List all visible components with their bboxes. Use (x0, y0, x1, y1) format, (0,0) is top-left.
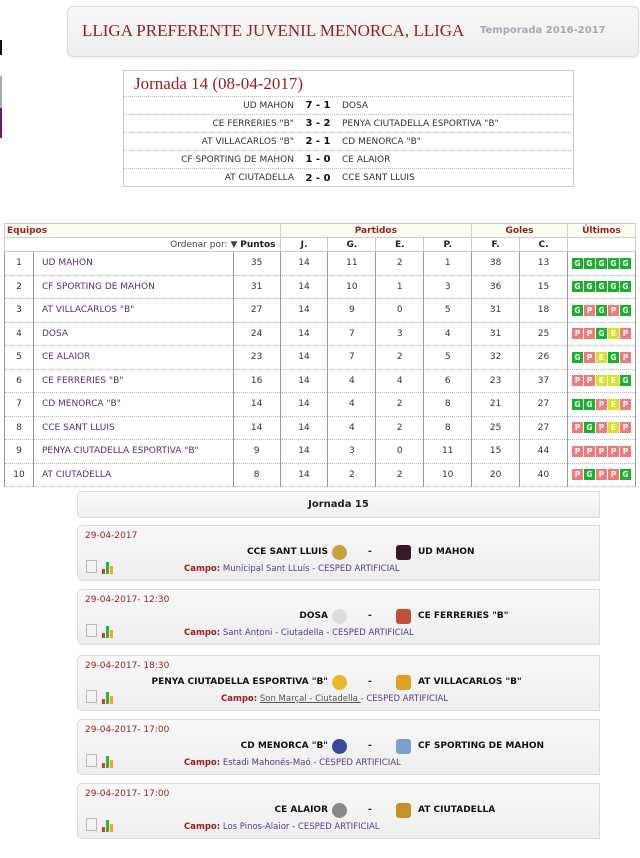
points: 23 (233, 346, 280, 370)
goals-against: 27 (520, 393, 568, 417)
form-result-win: G (572, 305, 583, 316)
won: 10 (328, 275, 376, 299)
form-result-draw: E (608, 422, 619, 433)
match-actions (88, 625, 118, 639)
points: 16 (233, 369, 280, 393)
away-crest-icon (396, 803, 411, 818)
goals-for: 21 (472, 393, 520, 417)
drawn: 0 (376, 440, 424, 464)
lost: 4 (424, 322, 472, 346)
home-crest-icon (332, 739, 347, 754)
away-team[interactable]: CE ALAIOR (342, 154, 391, 165)
recent-form (567, 416, 635, 440)
form-result-draw: E (608, 328, 619, 339)
form-result-win: G (572, 281, 583, 292)
form-result-loss: P (596, 469, 607, 480)
venue-surface: - CESPED ARTIFICIAL (323, 628, 414, 638)
recent-form (567, 252, 635, 276)
vs-separator: - (368, 805, 372, 815)
copy-document-icon[interactable] (88, 756, 97, 767)
home-crest-icon (332, 803, 347, 818)
stats-chart-icon[interactable] (102, 819, 116, 832)
form-result-loss: P (620, 446, 631, 457)
drawn: 4 (376, 369, 424, 393)
played: 14 (280, 252, 328, 276)
away-team[interactable]: UD MAHON (418, 547, 475, 557)
score[interactable]: 7 - 1 (305, 100, 331, 111)
form-result-win: G (584, 258, 595, 269)
col-against[interactable]: C. (520, 238, 568, 252)
match-venue (184, 822, 380, 832)
edge-artifact (0, 40, 2, 55)
goals-against: 15 (520, 275, 568, 299)
form-result-win: G (608, 258, 619, 269)
match-venue (184, 564, 400, 574)
copy-document-icon[interactable] (88, 820, 97, 831)
form-result-win: G (596, 258, 607, 269)
group-teams: Equipos (5, 224, 281, 238)
team-name[interactable]: CE ALAIOR (33, 346, 233, 370)
goals-for: 32 (472, 346, 520, 370)
goals-against: 40 (520, 463, 568, 487)
match-card[interactable] (77, 525, 600, 581)
form-result-draw: E (596, 375, 607, 386)
recent-form (567, 346, 635, 370)
score[interactable]: 3 - 2 (305, 118, 331, 129)
score[interactable]: 1 - 0 (305, 154, 331, 165)
goals-for: 15 (472, 440, 520, 464)
form-result-draw: E (608, 375, 619, 386)
team-name[interactable]: CF SPORTING DE MAHON (33, 275, 233, 299)
form-result-loss: P (584, 375, 595, 386)
result-row[interactable] (124, 169, 573, 187)
home-team[interactable]: AT CIUTADELLA (224, 173, 294, 183)
form-result-loss: P (572, 446, 583, 457)
copy-document-icon[interactable] (88, 562, 97, 573)
won: 2 (328, 463, 376, 487)
recent-form (567, 369, 635, 393)
venue-name: Estadi Mahonés-Maó (222, 758, 311, 768)
won: 4 (328, 369, 376, 393)
won: 7 (328, 346, 376, 370)
recent-form (567, 299, 635, 323)
form-result-win: G (620, 281, 631, 292)
venue-surface: - CESPED ARTIFICIAL (360, 694, 448, 704)
form-result-win: G (572, 399, 583, 410)
vs-separator: - (368, 677, 372, 687)
col-for[interactable]: F. (472, 238, 520, 252)
last-round-results (123, 70, 574, 187)
played: 14 (280, 463, 328, 487)
round-title: Jornada 14 (08-04-2017) (124, 71, 573, 97)
lost: 10 (424, 463, 472, 487)
home-crest-icon (332, 675, 347, 690)
goals-against: 25 (520, 322, 568, 346)
lost: 11 (424, 440, 472, 464)
venue-name: Los Pinos-Alaior (222, 822, 290, 832)
venue-label: Campo: (184, 822, 221, 832)
match-actions (88, 755, 118, 769)
played: 14 (280, 346, 328, 370)
away-team[interactable]: PENYA CIUTADELLA ESPORTIVA "B" (342, 118, 499, 129)
match-actions (88, 819, 118, 833)
home-team[interactable]: CF SPORTING DE MAHON (181, 154, 294, 165)
result-row[interactable] (124, 151, 573, 169)
position: 7 (5, 393, 34, 417)
vs-separator: - (368, 611, 372, 621)
away-team[interactable]: CCE SANT LLUIS (342, 173, 415, 183)
won: 11 (328, 252, 376, 276)
stats-chart-icon[interactable] (102, 691, 116, 704)
home-team[interactable]: CD MENORCA "B" (240, 741, 328, 751)
lost: 8 (424, 416, 472, 440)
score[interactable]: 2 - 1 (305, 136, 331, 147)
form-result-loss: P (584, 352, 595, 363)
played: 14 (280, 299, 328, 323)
venue-name: Municipal Sant LLuís (222, 564, 310, 574)
points: 24 (233, 322, 280, 346)
match-date: 29-04-2017- 17:00 (85, 725, 170, 735)
table-row (5, 369, 636, 393)
standings-table (4, 223, 636, 487)
col-last (567, 238, 635, 252)
match-date: 29-04-2017- 18:30 (85, 661, 170, 671)
venue-label: Campo: (184, 758, 221, 768)
won: 3 (328, 440, 376, 464)
goals-against: 37 (520, 369, 568, 393)
goals-for: 31 (472, 299, 520, 323)
venue-label: Campo: (184, 628, 221, 638)
match-date: 29-04-2017- 12:30 (85, 595, 170, 605)
group-matches: Partidos (280, 224, 472, 238)
copy-document-icon[interactable] (88, 692, 97, 703)
team-name[interactable]: CE FERRERIES "B" (33, 369, 233, 393)
vs-separator: - (368, 741, 372, 751)
form-result-win: G (572, 258, 583, 269)
venue-name[interactable]: Son Marçal - Ciutadella (259, 694, 361, 704)
match-card[interactable] (77, 655, 600, 711)
sort-field[interactable]: Puntos (240, 239, 276, 250)
position: 3 (5, 299, 34, 323)
form-result-loss: P (572, 328, 583, 339)
match-card[interactable] (77, 783, 600, 839)
home-team[interactable]: CE FERRERIES "B" (212, 118, 294, 129)
match-teams (78, 609, 601, 625)
points: 8 (233, 463, 280, 487)
form-result-win: G (584, 281, 595, 292)
match-venue (184, 758, 401, 768)
points: 27 (233, 299, 280, 323)
team-name[interactable]: PENYA CIUTADELLA ESPORTIVA "B" (33, 440, 233, 464)
points: 9 (233, 440, 280, 464)
won: 9 (328, 299, 376, 323)
won: 4 (328, 416, 376, 440)
match-card[interactable] (77, 719, 600, 775)
order-label: Ordenar por: (170, 239, 228, 250)
goals-for: 36 (472, 275, 520, 299)
team-name[interactable]: CCE SANT LLUIS (33, 416, 233, 440)
played: 14 (280, 369, 328, 393)
stats-chart-icon[interactable] (102, 755, 116, 768)
form-result-loss: P (596, 446, 607, 457)
goals-against: 26 (520, 346, 568, 370)
position: 8 (5, 416, 34, 440)
drawn: 2 (376, 346, 424, 370)
stats-chart-icon[interactable] (102, 561, 116, 574)
team-name[interactable]: DOSA (33, 322, 233, 346)
goals-for: 25 (472, 416, 520, 440)
vs-separator: - (368, 547, 372, 557)
away-team[interactable]: CF SPORTING DE MAHON (418, 741, 545, 751)
col-won[interactable]: G. (328, 238, 376, 252)
copy-document-icon[interactable] (88, 626, 97, 637)
league-title: LLIGA PREFERENTE JUVENIL MENORCA, LLIGA (82, 21, 465, 40)
home-team[interactable]: DOSA (299, 611, 328, 621)
group-goals: Goles (472, 224, 568, 238)
match-teams (78, 675, 601, 691)
form-result-draw: E (608, 399, 619, 410)
league-header (67, 6, 639, 57)
home-team[interactable]: AT VILLACARLOS "B" (201, 136, 294, 147)
venue-label: Campo: (184, 564, 221, 574)
drawn: 1 (376, 275, 424, 299)
form-result-win: G (572, 352, 583, 363)
form-result-win: G (620, 305, 631, 316)
lost: 5 (424, 299, 472, 323)
home-team[interactable]: CCE SANT LLUIS (246, 547, 328, 557)
recent-form (567, 275, 635, 299)
table-row (5, 440, 636, 464)
sort-desc-icon: ▼ (230, 239, 238, 250)
form-result-win: G (608, 281, 619, 292)
venue-name: Sant Antoni - Ciutadella (222, 628, 324, 638)
form-result-loss: P (596, 422, 607, 433)
home-team[interactable]: CE ALAIOR (274, 805, 328, 815)
lost: 3 (424, 275, 472, 299)
table-row (5, 299, 636, 323)
table-row (5, 393, 636, 417)
col-played[interactable]: J. (280, 238, 328, 252)
won: 4 (328, 393, 376, 417)
home-crest-icon (332, 609, 347, 624)
drawn: 3 (376, 322, 424, 346)
stats-chart-icon[interactable] (102, 625, 116, 638)
form-result-win: G (608, 352, 619, 363)
played: 14 (280, 322, 328, 346)
goals-against: 27 (520, 416, 568, 440)
form-result-win: G (620, 258, 631, 269)
match-actions (88, 691, 118, 705)
goals-against: 44 (520, 440, 568, 464)
goals-against: 13 (520, 252, 568, 276)
form-result-win: G (620, 469, 631, 480)
form-result-loss: P (572, 375, 583, 386)
position: 6 (5, 369, 34, 393)
recent-form (567, 322, 635, 346)
table-row (5, 346, 636, 370)
goals-for: 38 (472, 252, 520, 276)
away-team[interactable]: CD MENORCA "B" (342, 136, 421, 147)
form-result-loss: P (620, 422, 631, 433)
away-team[interactable]: DOSA (342, 100, 369, 111)
venue-surface: - CESPED ARTIFICIAL (309, 564, 400, 574)
drawn: 2 (376, 463, 424, 487)
away-team[interactable]: AT VILLACARLOS "B" (418, 677, 522, 687)
table-row (5, 252, 636, 276)
position: 4 (5, 322, 34, 346)
away-crest-icon (396, 675, 411, 690)
lost: 6 (424, 369, 472, 393)
edge-artifact (0, 76, 2, 108)
team-name[interactable]: UD MAHON (33, 252, 233, 276)
next-round-title: Jornada 15 (77, 491, 600, 518)
position: 5 (5, 346, 34, 370)
home-team[interactable]: UD MAHON (243, 100, 294, 111)
form-result-loss: P (584, 446, 595, 457)
home-crest-icon (332, 545, 347, 560)
form-result-loss: P (620, 399, 631, 410)
lost: 5 (424, 346, 472, 370)
form-result-loss: P (620, 352, 631, 363)
recent-form (567, 463, 635, 487)
points: 14 (233, 393, 280, 417)
result-row[interactable] (124, 97, 573, 115)
venue-surface: - CESPED ARTIFICIAL (310, 758, 401, 768)
table-row (5, 322, 636, 346)
form-result-loss: P (584, 305, 595, 316)
venue-surface: - CESPED ARTIFICIAL (289, 822, 380, 832)
played: 14 (280, 440, 328, 464)
played: 14 (280, 275, 328, 299)
match-card[interactable] (77, 589, 600, 645)
match-teams (78, 803, 601, 819)
form-result-loss: P (620, 328, 631, 339)
position: 10 (5, 463, 34, 487)
table-row (5, 463, 636, 487)
team-name[interactable]: CD MENORCA "B" (33, 393, 233, 417)
col-lost[interactable]: P. (424, 238, 472, 252)
goals-against: 18 (520, 299, 568, 323)
form-result-loss: P (608, 446, 619, 457)
form-result-win: G (584, 469, 595, 480)
points: 31 (233, 275, 280, 299)
away-crest-icon (396, 545, 411, 560)
group-last: Últimos (567, 224, 635, 238)
match-venue (221, 694, 448, 704)
drawn: 2 (376, 393, 424, 417)
form-result-win: G (620, 375, 631, 386)
table-row (5, 416, 636, 440)
position: 9 (5, 440, 34, 464)
match-teams (78, 739, 601, 755)
form-result-win: G (584, 399, 595, 410)
position: 1 (5, 252, 34, 276)
goals-for: 20 (472, 463, 520, 487)
team-name[interactable]: AT CIUTADELLA (33, 463, 233, 487)
form-result-loss: P (572, 469, 583, 480)
form-result-loss: P (608, 305, 619, 316)
away-team[interactable]: CE FERRERIES "B" (418, 611, 509, 621)
form-result-loss: P (608, 469, 619, 480)
match-actions (88, 561, 118, 575)
edge-artifact (0, 108, 2, 138)
form-result-win: G (584, 422, 595, 433)
drawn: 2 (376, 252, 424, 276)
won: 7 (328, 322, 376, 346)
points: 35 (233, 252, 280, 276)
form-result-loss: P (596, 399, 607, 410)
score[interactable]: 2 - 0 (305, 172, 331, 184)
sort-control[interactable] (5, 238, 281, 252)
recent-form (567, 440, 635, 464)
lost: 8 (424, 393, 472, 417)
form-result-win: G (596, 328, 607, 339)
form-result-loss: P (584, 328, 595, 339)
away-team[interactable]: AT CIUTADELLA (418, 805, 496, 815)
form-result-win: G (596, 281, 607, 292)
played: 14 (280, 416, 328, 440)
drawn: 2 (376, 416, 424, 440)
col-drawn[interactable]: E. (376, 238, 424, 252)
form-result-loss: P (572, 422, 583, 433)
goals-for: 31 (472, 322, 520, 346)
away-crest-icon (396, 609, 411, 624)
position: 2 (5, 275, 34, 299)
match-venue (184, 628, 414, 638)
match-teams (78, 545, 601, 561)
points: 14 (233, 416, 280, 440)
team-name[interactable]: AT VILLACARLOS "B" (33, 299, 233, 323)
lost: 1 (424, 252, 472, 276)
match-date: 29-04-2017- 17:00 (85, 789, 170, 799)
form-result-win: G (596, 305, 607, 316)
drawn: 0 (376, 299, 424, 323)
result-row[interactable] (124, 133, 573, 151)
away-crest-icon (396, 739, 411, 754)
home-team[interactable]: PENYA CIUTADELLA ESPORTIVA "B" (151, 677, 328, 687)
result-row[interactable] (124, 115, 573, 133)
season-label: Temporada 2016-2017 (480, 25, 606, 36)
recent-form (567, 393, 635, 417)
table-row (5, 275, 636, 299)
match-date: 29-04-2017 (85, 531, 138, 541)
goals-for: 23 (472, 369, 520, 393)
played: 14 (280, 393, 328, 417)
form-result-draw: E (596, 352, 607, 363)
venue-label: Campo: (221, 694, 258, 704)
